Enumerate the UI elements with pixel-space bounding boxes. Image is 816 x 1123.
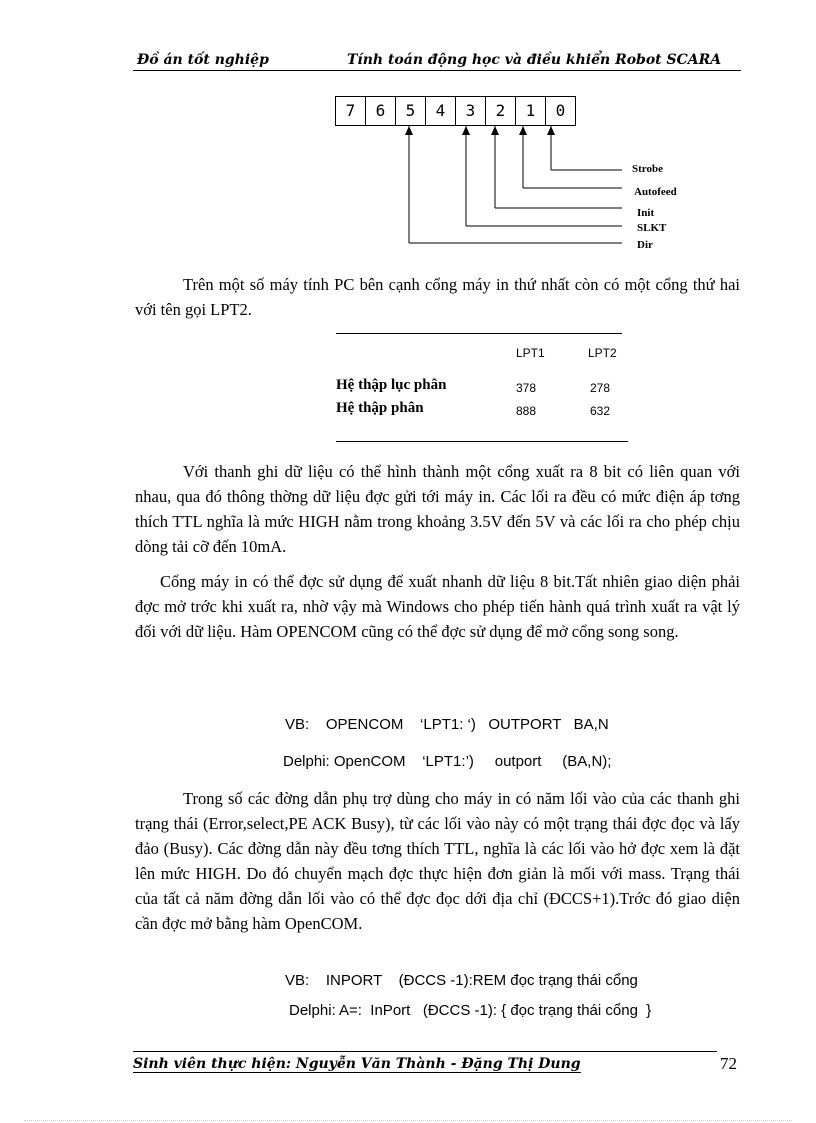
- arrow-up-icon: [462, 126, 470, 135]
- paragraph-4: Trong số các đờng dẫn phụ trợ dùng cho máy in có năm lối vào của các thanh ghi trạng thái (Error,select,PE ACK Busy), từ các lối vào này có một trạng thái đợc đọc và lấy đảo (Busy). Các đờng dẫn này đều tơng thích TTL, nghĩa là các lối vào hở đợc xem là đặt lên mức HIGH. Do đó chuyển mạch đợc thực hiện đơn giản là mối với mass. Trạng thái của tất cả năm đờng dẫn lối vào có thể đợc đọc dới địa chỉ (ĐCCS+1).Trớc đó giao diện cần đợc mở bằng hàm OpenCOM.: [135, 789, 740, 933]
- table-cell: 378: [516, 381, 537, 395]
- bit-box: 1: [515, 96, 546, 126]
- paragraph-1: Trên một số máy tính PC bên cạnh cổng máy in thứ nhất còn có một cổng thứ hai với tên gọi LPT2.: [135, 275, 740, 319]
- code-delphi-outport: Delphi: OpenCOM ‘LPT1:’) outport (BA,N);: [283, 753, 612, 770]
- table-row-label: Hệ thập phân: [336, 400, 424, 416]
- label-autofeed: Autofeed: [634, 186, 677, 198]
- bit-box: 5: [395, 96, 426, 126]
- paragraph-3: Cổng máy in có thể đợc sử dụng để xuất nhanh dữ liệu 8 bit.Tất nhiên giao diện phải đợc mở trớc khi xuất ra, nhờ vậy mà Windows cho phép tiến hành quá trình xuất ra vật lý đối với dữ liệu. Hàm OPENCOM cũng có thể đợc sử dụng để mở cổng song song.: [135, 572, 740, 641]
- table-cell: 632: [590, 404, 611, 418]
- table-row-label: Hệ thập lục phân: [336, 377, 447, 393]
- arrow-up-icon: [405, 126, 413, 135]
- page-number: 72: [720, 1054, 737, 1073]
- footer-authors: Sinh viên thực hiện: Nguyễn Văn Thành - Đặng Thị Dung: [133, 1056, 581, 1072]
- arrow-up-icon: [547, 126, 555, 135]
- paragraph-2: Với thanh ghi dữ liệu có thể hình thành một cổng xuất ra 8 bit có liên quan với nhau, qua đó thông thờng dữ liệu đợc gửi tới máy in. Các lối ra đều có mức điện áp tơng thích TTL nghĩa là mức HIGH nằm trong khoảng 3.5V đến 5V và các lối ra cho phép chịu dòng tải cỡ đến 10mA.: [135, 462, 740, 556]
- table-header-lpt2: LPT2: [588, 346, 617, 360]
- arrow-up-icon: [519, 126, 527, 135]
- table-header-lpt1: LPT1: [516, 346, 545, 360]
- bit-box: 3: [455, 96, 486, 126]
- table-cell: 278: [590, 381, 611, 395]
- label-strobe: Strobe: [632, 163, 663, 175]
- code-delphi-inport: Delphi: A=: InPort (ĐCCS -1): { đọc trạng thái cổng }: [289, 1002, 652, 1019]
- table-top-rule: [336, 333, 622, 334]
- label-slkt: SLKT: [637, 222, 667, 234]
- code-vb-inport: VB: INPORT (ĐCCS -1):REM đọc trạng thái cổng: [285, 972, 638, 989]
- page-bottom-border: [24, 1120, 792, 1121]
- bit-box: 7: [335, 96, 366, 126]
- bit-connector-diagram: [0, 0, 816, 300]
- arrow-up-icon: [491, 126, 499, 135]
- bit-box: 4: [425, 96, 456, 126]
- page-footer: [133, 1051, 717, 1074]
- table-bottom-rule: [336, 441, 628, 442]
- header-left: Đồ án tốt nghiệp: [137, 52, 269, 68]
- label-init: Init: [637, 207, 655, 219]
- table-cell: 888: [516, 404, 537, 418]
- bit-box: 2: [485, 96, 516, 126]
- bit-box: 6: [365, 96, 396, 126]
- bit-box: 0: [545, 96, 576, 126]
- header-right: Tính toán động học và điều khiển Robot SCARA: [347, 52, 722, 68]
- label-dir: Dir: [637, 239, 653, 251]
- code-vb-outport: VB: OPENCOM ‘LPT1: ‘) OUTPORT BA,N: [285, 716, 609, 733]
